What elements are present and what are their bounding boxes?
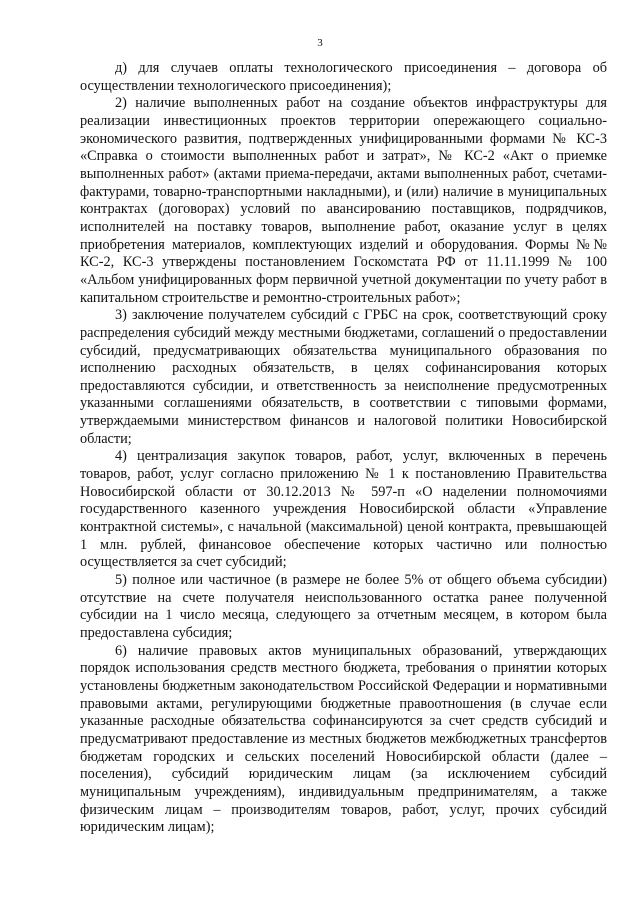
paragraph-subitem-d: д) для случаев оплаты технологического присоединения – договора об осуществлении технологического присоединения); xyxy=(80,60,607,94)
paragraph-item-3: 3) заключение получателем субсидий с ГРБС на срок, соответствующий сроку распределения субсидий между местными бюджетами, соглашений о предоставлении субсидий, предусматривающих обязательства муниципального образования по исполнению расходных обязательств, в целях софинансирования которых предоставляются субсидии, и ответственность за неисполнение предусмотренных указанными соглашениями обязательств, в соответствии с типовыми формами, утверждаемыми министерством финансов и налоговой политики Новосибирской области; xyxy=(80,307,607,447)
page-number: 3 xyxy=(317,37,323,49)
paragraph-item-4: 4) централизация закупок товаров, работ, услуг, включенных в перечень товаров, работ, услуг согласно приложению № 1 к постановлению Правительства Новосибирской области от 30.12.2013 № 597-п «О наделении полномочиями государственного казенного учреждения Новосибирской области «Управление контрактной системы», с начальной (максимальной) ценой контракта, превышающей 1 млн. рублей, финансовое обеспечение которых частично или полностью осуществляется за счет субсидий; xyxy=(80,448,607,571)
paragraph-item-5: 5) полное или частичное (в размере не более 5% от общего объема субсидии) отсутствие на счете получателя неиспользованного остатка ранее полученной субсидии на 1 число месяца, следующего за отчетным месяцем, в котором была предоставлена субсидия; xyxy=(80,572,607,641)
document-body xyxy=(80,60,607,837)
paragraph-item-2: 2) наличие выполненных работ на создание объектов инфраструктуры для реализации инвестиционных проектов территории опережающего социально-экономического развития, подтвержденных унифицированными формами № КС-3 «Справка о стоимости выполненных работ и затрат», № КС-2 «Акт о приемке выполненных работ» (актами приема-передачи, актами выполненных работ, счетами-фактурами, товарно-транспортными накладными), и (или) наличие в муниципальных контрактах (договорах) условий по авансированию поставщиков, подрядчиков, исполнителей на поставку товаров, выполнение работ, оказание услуг в целях приобретения материалов, комплектующих изделий и оборудования. Формы №№ КС-2, КС-3 утверждены постановлением Госкомстата РФ от 11.11.1999 № 100 «Альбом унифицированных форм первичной учетной документации по учету работ в капитальном строительстве и ремонтно-строительных работ»; xyxy=(80,95,607,306)
paragraph-item-6: 6) наличие правовых актов муниципальных образований, утверждающих порядок использования средств местного бюджета, требования о принятии которых установлены бюджетным законодательством Российской Федерации и нормативными правовыми актами, регулирующими бюджетные правоотношения (в случае если указанные расходные обязательства софинансируются за счет средств субсидий и предусматривают предоставление из местных бюджетов межбюджетных трансфертов бюджетам городских и сельских поселений Новосибирской области (далее – поселения), субсидий юридическим лицам (за исключением субсидий муниципальным учреждениям), индивидуальным предпринимателям, а также физическим лицам – производителям товаров, работ, услуг, прочих субсидий юридическим лицам); xyxy=(80,642,607,836)
